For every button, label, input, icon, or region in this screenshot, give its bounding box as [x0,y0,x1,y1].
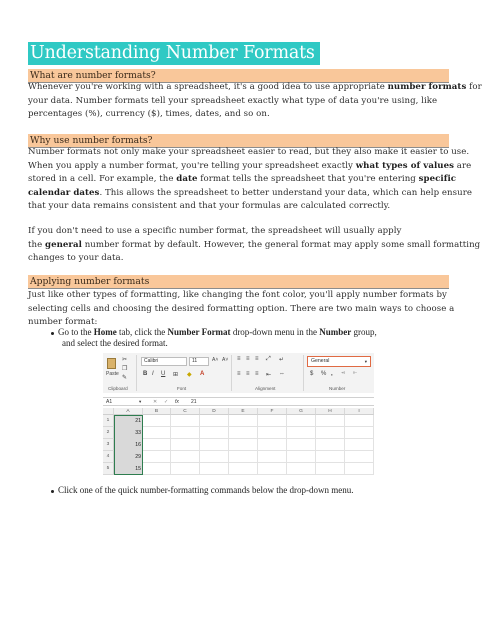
cell-value-a3[interactable]: 16 [135,442,141,448]
number-format-dropdown[interactable] [307,356,371,367]
cell[interactable] [316,415,345,427]
cell[interactable] [171,415,200,427]
column-header-d[interactable]: D [200,408,229,415]
cell[interactable] [200,439,229,451]
column-header-b[interactable]: B [143,408,171,415]
select-all-corner[interactable] [103,408,114,415]
align-center-icon[interactable]: ≡ [246,371,250,377]
cell[interactable] [200,415,229,427]
cell-value-a5[interactable]: 15 [135,466,141,472]
orientation-icon[interactable]: ⤢ [266,356,271,362]
cell[interactable] [229,415,258,427]
column-header-a[interactable]: A [114,408,143,415]
bullet-item-home-tab: Go to the Home tab, click the Number Format drop-down menu in the Number group, [58,327,377,337]
row-header-5[interactable]: 5 [103,463,114,475]
cell[interactable] [316,427,345,439]
cell[interactable] [258,451,287,463]
text-line: changes to your data. [28,253,124,264]
cell[interactable] [258,427,287,439]
font-name-select[interactable]: Calibri [141,357,187,366]
align-top-icon[interactable]: ≡ [237,356,241,362]
cell[interactable] [345,463,374,475]
enter-icon[interactable]: ✓ [164,399,169,405]
text-line: your data. Number formats tell your spreadsheet exactly what type of data you're using, like [28,95,438,106]
excel-screenshot [103,353,374,477]
cell[interactable] [229,427,258,439]
shrink-font-icon[interactable]: A˅ [222,357,229,363]
borders-icon[interactable]: ⊞ [173,372,179,378]
chevron-down-icon: ▾ [364,359,367,364]
text-line: When you apply a number format, you're telling your spreadsheet exactly what types of values are [28,160,472,171]
align-middle-icon[interactable]: ≡ [246,356,250,362]
cell[interactable] [171,451,200,463]
cell[interactable] [287,439,316,451]
page-title: Understanding Number Formats [28,42,320,65]
cell[interactable] [287,415,316,427]
currency-button[interactable]: $ [310,371,314,377]
bullet-dot [51,490,54,493]
cell[interactable] [229,463,258,475]
bullet-item-quick-commands: Click one of the quick number-formatting commands below the drop-down menu. [58,485,354,495]
cell[interactable] [316,463,345,475]
ribbon-separator [303,355,304,391]
column-header-c[interactable]: C [171,408,200,415]
cell[interactable] [258,439,287,451]
row-header-2[interactable]: 2 [103,427,114,439]
cut-icon[interactable]: ✂ [122,357,128,363]
section-heading-applying: Applying number formats [28,275,449,288]
text-line: Just like other types of formatting, like changing the font color, you'll apply number formats by [28,290,447,300]
text-line: number format: [28,317,98,328]
cell[interactable] [316,451,345,463]
underline-button[interactable]: U [161,371,166,377]
column-header-i[interactable]: I [345,408,374,415]
formula-input[interactable]: 21 [191,399,197,405]
bullet-item-continuation: and select the desired format. [62,338,168,348]
italic-button[interactable]: I [152,371,154,377]
cell[interactable] [316,439,345,451]
text-line: Number formats not only make your spreadsheet easier to read, but they also make it easier to use. [28,147,470,157]
column-header-e[interactable]: E [229,408,258,415]
paragraph-what [28,81,482,122]
row-header-1[interactable]: 1 [103,415,114,427]
name-box-dropdown-icon[interactable]: ▾ [139,399,142,404]
group-label-number: Number [329,386,346,391]
text-line: If you don't need to use a specific number format, the spreadsheet will usually apply [28,226,402,236]
paragraph-general [28,225,481,266]
column-header-f[interactable]: F [258,408,287,415]
align-bottom-icon[interactable]: ≡ [255,356,259,362]
text-line: percentages (%), currency ($), times, dates, and so on. [28,109,270,120]
cell-value-a1[interactable]: 21 [135,418,141,424]
row-header-4[interactable]: 4 [103,451,114,463]
increase-decimal-icon[interactable]: ⁺⁰ [341,371,346,376]
align-left-icon[interactable]: ≡ [237,371,241,377]
ribbon-separator [231,355,232,391]
cell[interactable] [287,427,316,439]
cell[interactable] [258,415,287,427]
section-heading-what: What are number formats? [28,69,449,82]
paste-button[interactable]: Paste [106,371,119,377]
wrap-text-icon[interactable]: ↵ [279,357,285,363]
cell[interactable] [200,463,229,475]
fill-color-icon[interactable]: ◆ [187,372,192,378]
merge-center-icon[interactable]: ⇔ [279,371,285,377]
align-right-icon[interactable]: ≡ [255,371,259,377]
ribbon-separator [136,355,137,391]
cell-value-a4[interactable]: 29 [135,454,141,460]
spreadsheet-grid [103,408,374,477]
clipboard-icon[interactable] [107,358,116,369]
cell[interactable] [287,451,316,463]
paragraph-applying [28,289,455,330]
format-painter-icon[interactable]: ✎ [122,375,128,381]
column-header-g[interactable]: G [287,408,316,415]
cell[interactable] [345,415,374,427]
cell[interactable] [171,427,200,439]
row-header-3[interactable]: 3 [103,439,114,451]
font-color-icon[interactable]: A [200,371,205,377]
cell-value-a2[interactable]: 33 [135,430,141,436]
group-label-alignment: Alignment [255,386,276,391]
grow-font-icon[interactable]: A˄ [212,357,219,363]
text-line: selecting cells and choosing the desired formatting option. There are two main ways to choose a [28,303,455,314]
text-line: that your data remains consistent and that your formulas are calculated correctly. [28,201,391,212]
cell[interactable] [143,415,171,427]
group-label-font: Font [177,386,187,391]
text-line: the general number format by default. However, the general format may apply some small formatting [28,239,481,250]
cell[interactable] [345,427,374,439]
bullet-dot [51,332,54,335]
group-label-clipboard: Clipboard [108,386,128,391]
cancel-icon[interactable]: ✕ [153,399,158,405]
cell[interactable] [345,439,374,451]
paragraph-why [28,146,472,214]
cell[interactable] [287,463,316,475]
decrease-decimal-icon[interactable]: ⁰⁻ [353,371,358,376]
cell[interactable] [229,451,258,463]
text-line: Whenever you're working with a spreadsheet, it's a good idea to use appropriate number formats for [28,82,482,92]
section-heading-why: Why use number formats? [28,134,449,147]
formula-bar [103,397,374,406]
cell[interactable] [258,463,287,475]
text-line: calendar dates. This allows the spreadsheet to better understand your data, which can help ensure [28,187,472,198]
percent-button[interactable]: % [321,371,327,377]
column-header-h[interactable]: H [316,408,345,415]
cell[interactable] [143,451,171,463]
text-line: stored in a cell. For example, the date format tells the spreadsheet that you're entering specific [28,174,457,185]
fx-icon[interactable]: fx [175,399,179,405]
cell[interactable] [143,427,171,439]
bold-button[interactable]: B [143,371,148,377]
ribbon [103,353,374,393]
name-box[interactable]: A1 [106,399,113,405]
number-format-value: General [311,358,330,364]
cell[interactable] [200,427,229,439]
cell[interactable] [229,439,258,451]
cell[interactable] [171,463,200,475]
cell[interactable] [200,451,229,463]
font-size-select[interactable]: 11 [189,357,209,366]
cell[interactable] [143,439,171,451]
copy-icon[interactable]: ❐ [122,366,128,372]
cell[interactable] [143,463,171,475]
indent-icon[interactable]: ⇤ [266,372,272,378]
cell[interactable] [171,439,200,451]
cell[interactable] [345,451,374,463]
comma-button[interactable]: , [331,371,333,377]
